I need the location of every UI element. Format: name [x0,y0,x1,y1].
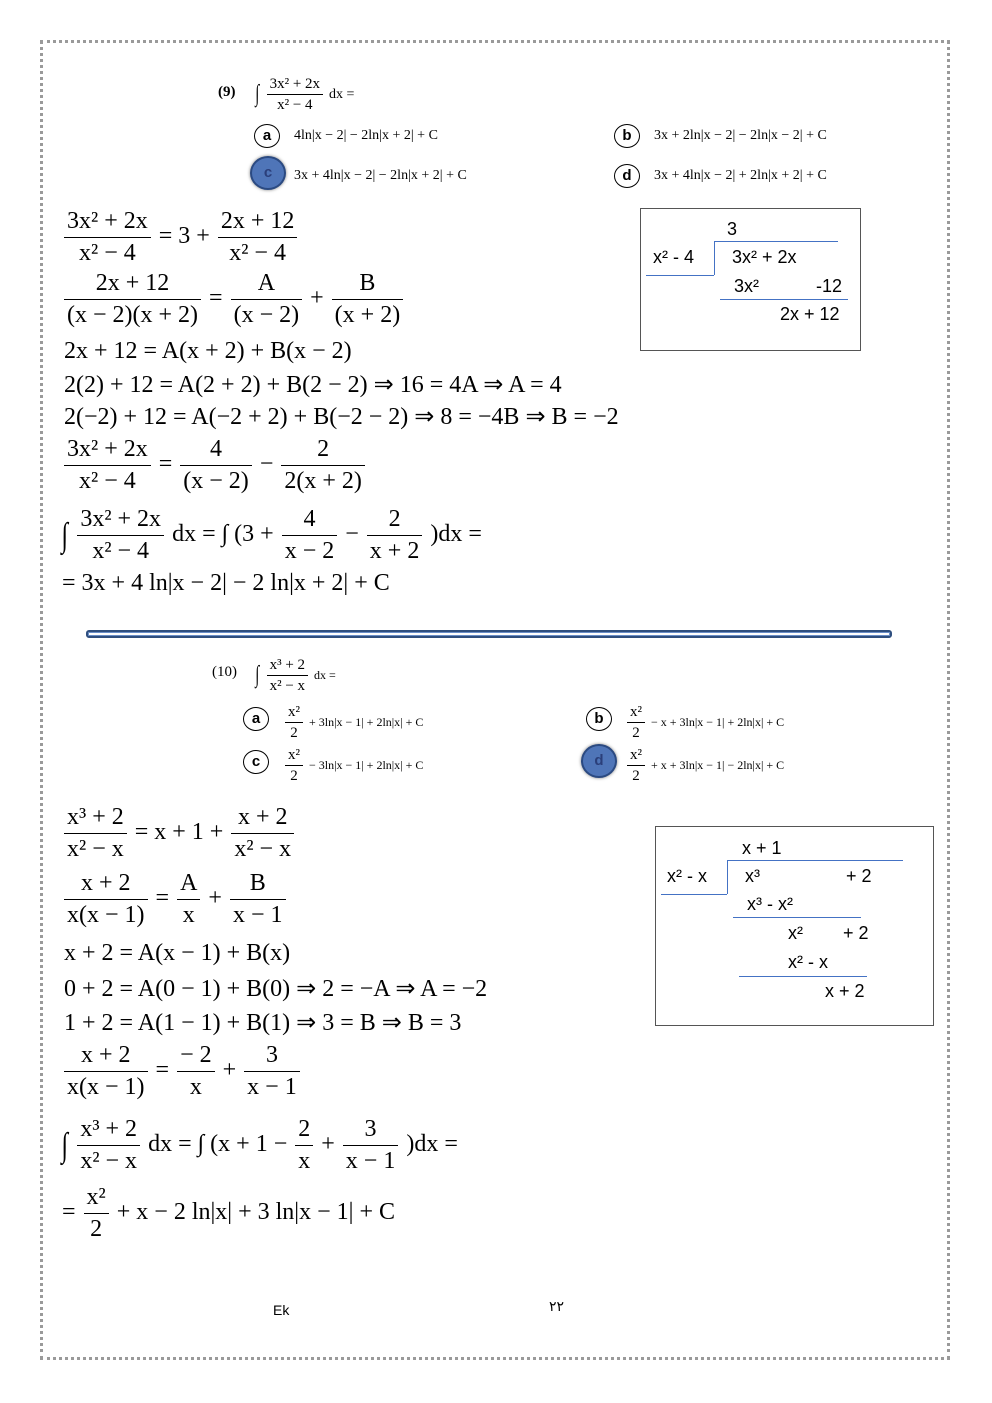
question-10-number: (10) [212,664,237,680]
q9-solution-line-3: 2x + 12 = A(x + 2) + B(x − 2) [64,338,352,364]
q10-division-bar [727,860,903,861]
q9-division-subtract: 3x² [734,276,760,296]
q10-stem-denominator: x² − x [269,678,306,694]
q10-division-bracket [727,860,728,894]
q10-division-subtract-line-2 [739,976,867,977]
q9-divisor-underline [646,275,714,276]
q10-solution-line-1: $\frac{\text{x³ + 2}}{\text{x² − x}}$ = x + 1 + $\frac{x + 2}{\text{x² − x}}$ [62,802,296,865]
q10-option-d-letter-selected[interactable]: d [581,744,617,778]
q9-solution-line-5: 2(−2) + 12 = A(−2 + 2) + B(−2 − 2) ⇒ 8 = −4B ⇒ B = −2 [64,404,619,430]
q9-solution-line-7: ∫ $\frac{\text{3x² + 2x}}{\text{x² − 4}}$ dx = ∫ (3 + $\frac{4}{x - 2}$ − $\frac{2}{x + 2}$ )dx = [61,506,482,564]
q9-division-subtract-const: -12 [816,276,843,296]
q10-solution-line-2: $\frac{x + 2}{x(x - 1)}$ = $\frac{A}{x}$ + $\frac{B}{x - 1}$ [62,868,288,931]
q10-solution-line-3: x + 2 = A(x − 1) + B(x) [64,940,291,966]
q9-solution-line-2: $\frac{2x + 12}{(x - 2)(x + 2)}$ = $\frac{A}{(x - 2)}$ + $\frac{B}{(x + 2)}$ [62,268,405,331]
q9-stem-tail: dx = [329,87,355,103]
q10-solution-line-8: = $\frac{\text{x²}}{2}$ + x − 2 ln|x| + 3 ln|x − 1| + C [62,1184,395,1242]
q9-option-b-letter[interactable]: b [614,124,640,148]
q10-option-c-letter[interactable]: c [243,750,269,774]
q10-option-d-text[interactable]: + x + 3ln|x − 1| − 2ln|x| + C [651,758,785,773]
q10-stem-numerator: x³ + 2 [267,655,308,676]
q10-division-subtract-2: x² - x [788,952,828,972]
q9-option-c-letter-selected[interactable]: c [250,156,286,190]
question-10-stem: ∫ $\frac{\text{x³ + 2}}{\text{x² − x}}$ dx = [255,657,336,694]
q10-solution-line-4: 0 + 2 = A(0 − 1) + B(0) ⇒ 2 = −A ⇒ A = −2 [64,976,488,1002]
q10-option-b-letter[interactable]: b [586,707,612,731]
q9-option-c-text[interactable]: 3x + 4ln|x − 2| − 2ln|x + 2| + C [294,168,467,183]
q10-option-b-text[interactable]: − x + 3ln|x − 1| + 2ln|x| + C [651,715,785,730]
q10-option-a[interactable]: $\frac{\text{x²}}{2}$ + 3ln|x − 1| + 2ln|x| + C [283,702,423,743]
q10-option-a-text[interactable]: + 3ln|x − 1| + 2ln|x| + C [309,715,424,730]
q10-division-divisor: x² - x [667,866,707,886]
q10-solution-line-7: ∫ $\frac{\text{x³ + 2}}{\text{x² − x}}$ dx = ∫ (x + 1 − $\frac{2}{x}$ + $\frac{3}{x - 1}$ )dx = [61,1116,458,1174]
q9-solution-line-1: $\frac{\text{3x² + 2x}}{\text{x² − 4}}$ = 3 + $\frac{2x + 12}{\text{x² − 4}}$ [62,206,299,269]
q10-division-remainder-1: x² [788,923,803,943]
q10-option-d[interactable]: $\frac{\text{x²}}{2}$ + x + 3ln|x − 1| − 2ln|x| + C [625,745,784,786]
section-separator [86,630,892,638]
q9-option-d-letter[interactable]: d [614,164,640,188]
q10-stem-tail: dx = [314,668,336,683]
q9-division-quotient: 3 [727,219,738,239]
footer-author: Ek [273,1302,290,1318]
q10-option-a-letter[interactable]: a [243,707,269,731]
q9-division-bar [714,241,838,242]
q10-option-c[interactable]: $\frac{\text{x²}}{2}$ − 3ln|x − 1| + 2ln|x| + C [283,745,423,786]
q10-option-c-text[interactable]: − 3ln|x − 1| + 2ln|x| + C [309,758,424,773]
q9-option-a-letter[interactable]: a [254,124,280,148]
q9-solution-line-6: $\frac{\text{3x² + 2x}}{\text{x² − 4}}$ = $\frac{4}{(x - 2)}$ − $\frac{2}{2(x + 2)}$ [62,434,367,497]
q10-division-dividend: x³ [745,866,760,886]
q10-division-subtract-line [733,917,861,918]
q9-division-remainder: 2x + 12 [780,304,840,324]
q10-division-dividend-const: + 2 [846,866,872,886]
q9-stem-denominator: x² − 4 [277,97,313,113]
q9-option-a-text[interactable]: 4ln|x − 2| − 2ln|x + 2| + C [294,128,438,143]
q10-solution-line-6: $\frac{x + 2}{x(x - 1)}$ = $\frac{- 2}{x}$ + $\frac{3}{x - 1}$ [62,1040,302,1103]
page-number: ٢٢ [549,1298,565,1314]
q9-option-d-text[interactable]: 3x + 4ln|x − 2| + 2ln|x + 2| + C [654,168,827,183]
q10-division-subtract: x³ - x² [747,894,793,914]
q10-option-b[interactable]: $\frac{\text{x²}}{2}$ − x + 3ln|x − 1| + 2ln|x| + C [625,702,784,743]
q10-division-quotient: x + 1 [742,838,782,858]
q9-option-b-text[interactable]: 3x + 2ln|x − 2| − 2ln|x − 2| + C [654,128,827,143]
q9-stem-numerator: 3x² + 2x [267,74,323,95]
q10-division-remainder: x + 2 [825,981,865,1001]
q9-division-bracket [714,241,715,275]
q9-solution-line-4: 2(2) + 12 = A(2 + 2) + B(2 − 2) ⇒ 16 = 4A ⇒ A = 4 [64,372,562,398]
q9-division-dividend: 3x² + 2x [732,247,797,267]
q10-division-remainder-1-const: + 2 [843,923,869,943]
q10-solution-line-5: 1 + 2 = A(1 − 1) + B(1) ⇒ 3 = B ⇒ B = 3 [64,1010,462,1036]
q10-divisor-underline [661,894,727,895]
q9-division-subtract-line [720,299,848,300]
q9-division-divisor: x² - 4 [653,247,695,267]
question-9-stem: ∫ $\frac{\text{3x² + 2x}}{\text{x² − 4}}$ dx = [255,76,355,113]
q9-solution-line-8: = 3x + 4 ln|x − 2| − 2 ln|x + 2| + C [62,570,390,596]
question-9-number: (9) [218,84,236,100]
